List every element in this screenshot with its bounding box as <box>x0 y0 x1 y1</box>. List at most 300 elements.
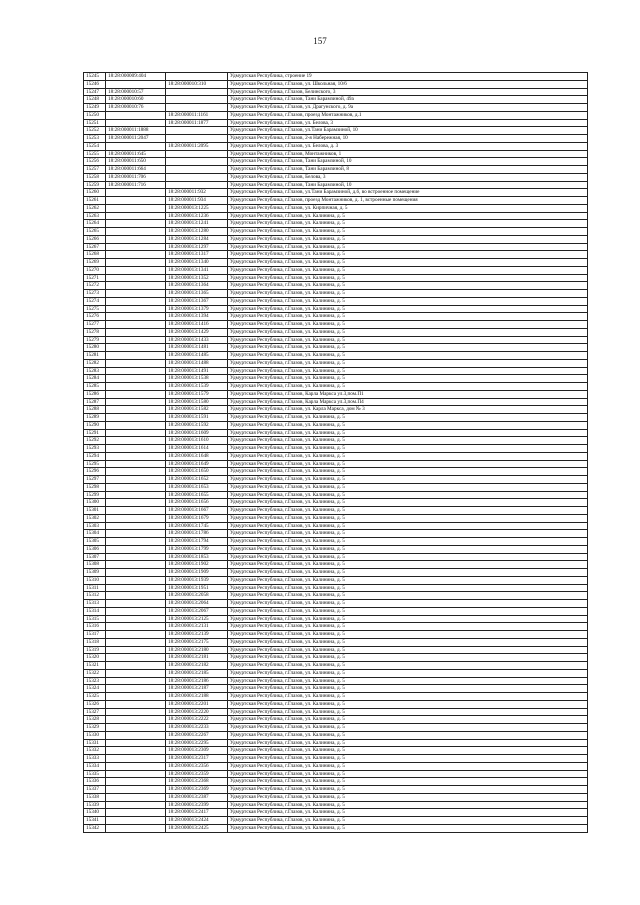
row-number-cell: 15308 <box>84 561 106 569</box>
cadastral-number-building-cell: 18:28:000013:1655 <box>166 491 228 499</box>
cadastral-number-building-cell: 18:28:000013:2131 <box>166 623 228 631</box>
address-cell: Удмуртская Республика, г.Глазов, ул. Калинина, д. 5 <box>228 708 588 716</box>
row-number-cell: 15306 <box>84 545 106 553</box>
table-row <box>84 514 588 522</box>
address-cell: Удмуртская Республика, г.Глазов, ул. Калинина, д. 5 <box>228 677 588 685</box>
row-number-cell: 15263 <box>84 212 106 220</box>
table-row <box>84 212 588 220</box>
address-cell: Удмуртская Республика, г.Глазов, ул. Калинина, д. 5 <box>228 437 588 445</box>
cadastral-number-building-cell: 18:28:000013:2267 <box>166 731 228 739</box>
address-cell: Удмуртская Республика, г.Глазов, ул. Калинина, д. 5 <box>228 367 588 375</box>
cadastral-number-cell <box>106 328 166 336</box>
table-row <box>84 778 588 786</box>
table-row <box>84 770 588 778</box>
address-cell: Удмуртская Республика, г.Глазов, ул. Калинина, д. 5 <box>228 662 588 670</box>
address-cell: Удмуртская Республика, г.Глазов, ул. Калинина, д. 5 <box>228 321 588 329</box>
table-row <box>84 693 588 701</box>
cadastral-number-building-cell: 18:28:000013:2187 <box>166 685 228 693</box>
cadastral-number-building-cell: 18:28:000013:1853 <box>166 553 228 561</box>
address-cell: Удмуртская Республика, г.Глазов, ул. Калинина, д. 5 <box>228 313 588 321</box>
cadastral-number-cell <box>106 576 166 584</box>
cadastral-number-cell <box>106 755 166 763</box>
cadastral-number-building-cell: 18:28:000013:2182 <box>166 662 228 670</box>
cadastral-number-building-cell: 18:28:000011:1877 <box>166 119 228 127</box>
cadastral-number-building-cell <box>166 127 228 135</box>
address-cell: Удмуртская Республика, г.Глазов, ул. Калинина, д. 5 <box>228 561 588 569</box>
cadastral-number-cell <box>106 778 166 786</box>
cadastral-number-building-cell: 18:28:000013:2368 <box>166 778 228 786</box>
table-row <box>84 499 588 507</box>
cadastral-number-cell <box>106 282 166 290</box>
address-cell: Удмуртская Республика, г.Глазов, ул. Калинина, д. 5 <box>228 569 588 577</box>
cadastral-number-building-cell: 18:28:000013:1485 <box>166 352 228 360</box>
cadastral-number-building-cell: 18:28:000013:1649 <box>166 460 228 468</box>
cadastral-number-building-cell: 18:28:000013:2185 <box>166 669 228 677</box>
cadastral-number-cell: 18:28:000009:404 <box>106 73 166 81</box>
row-number-cell: 15299 <box>84 491 106 499</box>
table-row <box>84 561 588 569</box>
cadastral-number-building-cell: 18:28:000013:1433 <box>166 336 228 344</box>
cadastral-number-cell <box>106 514 166 522</box>
address-cell: Удмуртская Республика, г.Глазов, ул. Калинина, д. 5 <box>228 553 588 561</box>
table-row <box>84 654 588 662</box>
address-cell: Удмуртская Республика, г.Глазов, ул. Калинина, д. 5 <box>228 778 588 786</box>
cadastral-number-cell <box>106 538 166 546</box>
address-cell: Удмуртская Республика, г.Глазов, ул. Калинина, д. 5 <box>228 817 588 825</box>
address-cell: Удмуртская Республика, г.Глазов, ул. Калинина, д. 5 <box>228 212 588 220</box>
address-cell: Удмуртская Республика, г.Глазов, ул. Калинина, д. 5 <box>228 809 588 817</box>
address-cell: Удмуртская Республика, г.Глазов, ул. Калинина, д. 5 <box>228 545 588 553</box>
cadastral-number-cell <box>106 770 166 778</box>
table-row <box>84 522 588 530</box>
cadastral-number-cell <box>106 824 166 832</box>
cadastral-number-cell <box>106 251 166 259</box>
cadastral-number-cell <box>106 483 166 491</box>
row-number-cell: 15247 <box>84 88 106 96</box>
table-row <box>84 437 588 445</box>
row-number-cell: 15261 <box>84 197 106 205</box>
table-row <box>84 104 588 112</box>
address-cell: Удмуртская Республика, г.Глазов, ул. Школьная, 10/6 <box>228 80 588 88</box>
address-cell: Удмуртская Республика, г.Глазов, ул. Драгунского, д. 9а <box>228 104 588 112</box>
cadastral-number-building-cell: 18:28:000013:2359 <box>166 770 228 778</box>
table-row <box>84 708 588 716</box>
row-number-cell: 15290 <box>84 421 106 429</box>
row-number-cell: 15252 <box>84 127 106 135</box>
address-cell: Удмуртская Республика, г.Глазов, ул. Калинина, д. 5 <box>228 762 588 770</box>
table-row <box>84 290 588 298</box>
table-row <box>84 824 588 832</box>
row-number-cell: 15307 <box>84 553 106 561</box>
cadastral-number-building-cell: 18:28:000013:1284 <box>166 235 228 243</box>
cadastral-number-cell <box>106 259 166 267</box>
cadastral-number-building-cell: 18:28:000013:1297 <box>166 243 228 251</box>
row-number-cell: 15303 <box>84 522 106 530</box>
cadastral-number-building-cell: 18:28:000013:1745 <box>166 522 228 530</box>
address-cell: Удмуртская Республика, г.Глазов, ул. Калинина, д. 5 <box>228 731 588 739</box>
row-number-cell: 15312 <box>84 592 106 600</box>
cadastral-number-cell <box>106 817 166 825</box>
row-number-cell: 15320 <box>84 654 106 662</box>
address-cell: Удмуртская Республика, г.Глазов, ул. Калинина, д. 5 <box>228 228 588 236</box>
table-row <box>84 189 588 197</box>
address-cell: Удмуртская Республика, г.Глазов, ул. Калинина, д. 5 <box>228 538 588 546</box>
cadastral-number-building-cell: 18:28:000013:1609 <box>166 429 228 437</box>
address-cell: Удмуртская Республика, г.Глазов, ул. Калинина, д. 5 <box>228 615 588 623</box>
cadastral-number-cell: 18:28:000011:716 <box>106 181 166 189</box>
cadastral-number-building-cell: 18:28:000013:1799 <box>166 545 228 553</box>
address-cell: Удмуртская Республика, г.Глазов, ул. Калинина, д. 5 <box>228 452 588 460</box>
cadastral-number-building-cell: 18:28:000013:2233 <box>166 724 228 732</box>
row-number-cell: 15257 <box>84 166 106 174</box>
row-number-cell: 15336 <box>84 778 106 786</box>
row-number-cell: 15325 <box>84 693 106 701</box>
row-number-cell: 15330 <box>84 731 106 739</box>
cadastral-number-building-cell: 18:28:000013:2186 <box>166 677 228 685</box>
table-row <box>84 739 588 747</box>
cadastral-number-building-cell: 18:28:000013:1364 <box>166 282 228 290</box>
address-cell: Удмуртская Республика, г.Глазов, проезд Монтажников, д. 1, встроенные помещения <box>228 197 588 205</box>
row-number-cell: 15339 <box>84 801 106 809</box>
address-cell: Удмуртская Республика, г.Глазов, Тани Барамзиной, 10 <box>228 181 588 189</box>
cadastral-number-building-cell: 18:28:000013:2424 <box>166 817 228 825</box>
row-number-cell: 15305 <box>84 538 106 546</box>
row-number-cell: 15260 <box>84 189 106 197</box>
cadastral-number-cell <box>106 266 166 274</box>
cadastral-number-building-cell <box>166 73 228 81</box>
address-cell: Удмуртская Республика, г.Глазов, ул. Калинина, д. 5 <box>228 592 588 600</box>
address-cell: Удмуртская Республика, г.Глазов, ул. Калинина, д. 5 <box>228 235 588 243</box>
cadastral-number-building-cell: 18:28:000013:2064 <box>166 600 228 608</box>
address-cell: Удмуртская Республика, г.Глазов, Монтажников, 1 <box>228 150 588 158</box>
address-cell: Удмуртская Республика, г.Глазов, ул. Калинина, д. 5 <box>228 755 588 763</box>
table-row <box>84 204 588 212</box>
cadastral-number-building-cell <box>166 104 228 112</box>
address-cell: Удмуртская Республика, г.Глазов, ул. Калинина, д. 5 <box>228 476 588 484</box>
table-row <box>84 468 588 476</box>
cadastral-number-building-cell: 18:28:000013:1241 <box>166 220 228 228</box>
cadastral-number-cell <box>106 677 166 685</box>
cadastral-number-cell <box>106 491 166 499</box>
address-cell: Удмуртская Республика, г.Глазов, ул. Калинина, д. 5 <box>228 600 588 608</box>
cadastral-number-cell <box>106 212 166 220</box>
address-cell: Удмуртская Республика, г.Глазов, ул. Калинина, д. 5 <box>228 747 588 755</box>
row-number-cell: 15322 <box>84 669 106 677</box>
table-row <box>84 166 588 174</box>
cadastral-number-building-cell: 18:28:000013:2139 <box>166 631 228 639</box>
table-row <box>84 786 588 794</box>
cadastral-number-cell <box>106 716 166 724</box>
cadastral-number-building-cell: 18:28:000013:1786 <box>166 530 228 538</box>
cadastral-number-cell <box>106 421 166 429</box>
cadastral-number-building-cell: 18:28:000011:932 <box>166 189 228 197</box>
cadastral-number-building-cell: 18:28:000013:1591 <box>166 414 228 422</box>
cadastral-number-building-cell: 18:28:000013:2417 <box>166 809 228 817</box>
cadastral-number-building-cell: 18:28:000013:2201 <box>166 700 228 708</box>
address-cell: Удмуртская Республика, г.Глазов, ул. Калинина, д. 5 <box>228 623 588 631</box>
cadastral-number-cell <box>106 445 166 453</box>
table-row <box>84 700 588 708</box>
table-row <box>84 809 588 817</box>
table-row <box>84 336 588 344</box>
cadastral-number-building-cell: 18:28:000013:1582 <box>166 406 228 414</box>
cadastral-number-cell <box>106 321 166 329</box>
cadastral-number-cell <box>106 80 166 88</box>
address-cell: Удмуртская Республика, г.Глазов, ул. Калинина, д. 5 <box>228 375 588 383</box>
cadastral-number-cell <box>106 367 166 375</box>
cadastral-number-cell <box>106 530 166 538</box>
cadastral-number-cell <box>106 731 166 739</box>
table-row <box>84 669 588 677</box>
table-row <box>84 716 588 724</box>
row-number-cell: 15248 <box>84 96 106 104</box>
table-row <box>84 452 588 460</box>
cadastral-number-building-cell <box>166 96 228 104</box>
table-row <box>84 383 588 391</box>
cadastral-number-cell <box>106 313 166 321</box>
address-cell: Удмуртская Республика, г.Глазов, ул. Калинина, д. 5 <box>228 700 588 708</box>
address-cell: Удмуртская Республика, г.Глазов, ул. Калинина, д. 5 <box>228 274 588 282</box>
cadastral-number-cell <box>106 747 166 755</box>
cadastral-number-building-cell: 18:28:000013:2387 <box>166 793 228 801</box>
row-number-cell: 15285 <box>84 383 106 391</box>
cadastral-number-building-cell: 18:28:000013:1939 <box>166 576 228 584</box>
row-number-cell: 15296 <box>84 468 106 476</box>
row-number-cell: 15276 <box>84 313 106 321</box>
row-number-cell: 15258 <box>84 173 106 181</box>
row-number-cell: 15323 <box>84 677 106 685</box>
cadastral-number-cell: 18:28:000011:664 <box>106 166 166 174</box>
cadastral-number-building-cell: 18:28:000013:1902 <box>166 561 228 569</box>
row-number-cell: 15292 <box>84 437 106 445</box>
cadastral-number-cell <box>106 631 166 639</box>
cadastral-number-building-cell: 18:28:000013:2181 <box>166 654 228 662</box>
cadastral-number-cell <box>106 290 166 298</box>
row-number-cell: 15277 <box>84 321 106 329</box>
cadastral-number-building-cell: 18:28:000013:1352 <box>166 274 228 282</box>
row-number-cell: 15326 <box>84 700 106 708</box>
address-cell: Удмуртская Республика, г.Глазов, ул. Калинина, д. 5 <box>228 786 588 794</box>
cadastral-number-building-cell: 18:28:000013:2067 <box>166 607 228 615</box>
cadastral-number-cell <box>106 569 166 577</box>
address-cell: Удмуртская Республика, г.Глазов, ул. Калинина, д. 5 <box>228 638 588 646</box>
table-row <box>84 623 588 631</box>
row-number-cell: 15291 <box>84 429 106 437</box>
row-number-cell: 15250 <box>84 111 106 119</box>
cadastral-number-cell <box>106 592 166 600</box>
row-number-cell: 15327 <box>84 708 106 716</box>
address-cell: Удмуртская Республика, г.Глазов, ул. Калинина, д. 5 <box>228 468 588 476</box>
cadastral-number-cell <box>106 522 166 530</box>
table-row <box>84 297 588 305</box>
cadastral-number-building-cell: 18:28:000013:2425 <box>166 824 228 832</box>
cadastral-number-cell <box>106 243 166 251</box>
row-number-cell: 15254 <box>84 142 106 150</box>
table-row <box>84 150 588 158</box>
cadastral-number-cell <box>106 336 166 344</box>
address-cell: Удмуртская Республика, г.Глазов, ул. Калинина, д. 5 <box>228 243 588 251</box>
table-row <box>84 662 588 670</box>
address-cell: Удмуртская Республика, г.Глазов, ул. Калинина, д. 5 <box>228 251 588 259</box>
address-cell: Удмуртская Республика, г.Глазов, ул. Калинина, д. 5 <box>228 739 588 747</box>
table-row <box>84 88 588 96</box>
row-number-cell: 15272 <box>84 282 106 290</box>
cadastral-number-cell <box>106 786 166 794</box>
cadastral-number-building-cell: 18:28:000013:1416 <box>166 321 228 329</box>
row-number-cell: 15319 <box>84 646 106 654</box>
cadastral-number-cell <box>106 344 166 352</box>
cadastral-number-cell: 18:28:000011:645 <box>106 150 166 158</box>
address-cell: Удмуртская Республика, г.Глазов, ул. Калинина, д. 5 <box>228 499 588 507</box>
row-number-cell: 15268 <box>84 251 106 259</box>
row-number-cell: 15341 <box>84 817 106 825</box>
row-number-cell: 15287 <box>84 398 106 406</box>
cadastral-number-cell <box>106 197 166 205</box>
cadastral-number-cell <box>106 638 166 646</box>
address-cell: Удмуртская Республика, г.Глазов, ул. Калинина, д. 5 <box>228 220 588 228</box>
cadastral-number-building-cell <box>166 158 228 166</box>
table-row <box>84 646 588 654</box>
table-row <box>84 305 588 313</box>
table-row <box>84 127 588 135</box>
table-row <box>84 638 588 646</box>
row-number-cell: 15266 <box>84 235 106 243</box>
cadastral-number-cell <box>106 189 166 197</box>
table-row <box>84 142 588 150</box>
row-number-cell: 15298 <box>84 483 106 491</box>
table-row <box>84 173 588 181</box>
address-cell: Удмуртская Республика, г.Глазов, 2-я Набережная, 10 <box>228 135 588 143</box>
cadastral-number-building-cell: 18:28:000013:1367 <box>166 297 228 305</box>
address-cell: Удмуртская Республика, г.Глазов, ул. Калинина, д. 5 <box>228 770 588 778</box>
cadastral-number-cell <box>106 414 166 422</box>
cadastral-number-building-cell: 18:28:000013:1610 <box>166 437 228 445</box>
row-number-cell: 15275 <box>84 305 106 313</box>
table-row <box>84 313 588 321</box>
cadastral-number-building-cell: 18:28:000013:1580 <box>166 398 228 406</box>
address-cell: Удмуртская Республика, г.Глазов, ул. Калинина, д. 5 <box>228 305 588 313</box>
row-number-cell: 15269 <box>84 259 106 267</box>
cadastral-number-building-cell: 18:28:000013:2295 <box>166 739 228 747</box>
row-number-cell: 15251 <box>84 119 106 127</box>
row-number-cell: 15337 <box>84 786 106 794</box>
row-number-cell: 15280 <box>84 344 106 352</box>
row-number-cell: 15265 <box>84 228 106 236</box>
row-number-cell: 15270 <box>84 266 106 274</box>
row-number-cell: 15295 <box>84 460 106 468</box>
row-number-cell: 15301 <box>84 507 106 515</box>
cadastral-number-building-cell: 18:28:000013:1794 <box>166 538 228 546</box>
cadastral-number-cell <box>106 359 166 367</box>
row-number-cell: 15333 <box>84 755 106 763</box>
table-row <box>84 483 588 491</box>
table-row <box>84 421 588 429</box>
row-number-cell: 15329 <box>84 724 106 732</box>
cadastral-number-cell <box>106 220 166 228</box>
table-row <box>84 817 588 825</box>
row-number-cell: 15294 <box>84 452 106 460</box>
row-number-cell: 15316 <box>84 623 106 631</box>
cadastral-number-building-cell <box>166 135 228 143</box>
table-row <box>84 266 588 274</box>
cadastral-number-building-cell: 18:28:000011:1161 <box>166 111 228 119</box>
cadastral-number-building-cell: 18:28:000013:1365 <box>166 290 228 298</box>
table-row <box>84 96 588 104</box>
address-cell: Удмуртская Республика, г.Глазов, ул. Калинина, д. 5 <box>228 336 588 344</box>
row-number-cell: 15310 <box>84 576 106 584</box>
address-cell: Удмуртская Республика, г.Глазов, ул. Калинина, д. 5 <box>228 445 588 453</box>
row-number-cell: 15256 <box>84 158 106 166</box>
row-number-cell: 15335 <box>84 770 106 778</box>
table-row <box>84 158 588 166</box>
address-cell: Удмуртская Республика, г.Глазов, Карла Маркса ул.3,пом.П1 <box>228 390 588 398</box>
table-row <box>84 600 588 608</box>
table-row <box>84 584 588 592</box>
cadastral-number-cell: 18:28:000011:1888 <box>106 127 166 135</box>
cadastral-number-cell <box>106 669 166 677</box>
address-cell: Удмуртская Республика, г.Глазов, ул. Калинина, д. 5 <box>228 290 588 298</box>
table-row <box>84 747 588 755</box>
table-row <box>84 135 588 143</box>
row-number-cell: 15283 <box>84 367 106 375</box>
cadastral-number-building-cell <box>166 88 228 96</box>
row-number-cell: 15317 <box>84 631 106 639</box>
row-number-cell: 15281 <box>84 352 106 360</box>
cadastral-number-cell <box>106 142 166 150</box>
cadastral-number-cell: 18:28:000010:57 <box>106 88 166 96</box>
cadastral-number-building-cell: 18:28:000013:2125 <box>166 615 228 623</box>
table-row <box>84 615 588 623</box>
table-row <box>84 406 588 414</box>
cadastral-number-cell: 18:28:000011:650 <box>106 158 166 166</box>
row-number-cell: 15293 <box>84 445 106 453</box>
address-cell: Удмуртская Республика, г.Глазов, ул. Калинина, д. 5 <box>228 669 588 677</box>
cadastral-number-cell <box>106 429 166 437</box>
table-row <box>84 390 588 398</box>
cadastral-number-building-cell: 18:28:000011:934 <box>166 197 228 205</box>
row-number-cell: 15255 <box>84 150 106 158</box>
cadastral-number-building-cell <box>166 150 228 158</box>
table-row <box>84 476 588 484</box>
table-row <box>84 530 588 538</box>
row-number-cell: 15264 <box>84 220 106 228</box>
table-row <box>84 111 588 119</box>
table-row <box>84 243 588 251</box>
cadastral-number-cell <box>106 724 166 732</box>
cadastral-number-building-cell: 18:28:000013:1648 <box>166 452 228 460</box>
register-table <box>83 72 588 833</box>
cadastral-number-building-cell: 18:28:000013:2180 <box>166 646 228 654</box>
row-number-cell: 15259 <box>84 181 106 189</box>
table-row <box>84 569 588 577</box>
address-cell: Удмуртская Республика, г.Глазов, ул. Калинина, д. 5 <box>228 259 588 267</box>
address-cell: Удмуртская Республика, г.Глазов, ул. Карла Маркса, дом № 3 <box>228 406 588 414</box>
cadastral-number-cell: 18:28:000011:2047 <box>106 135 166 143</box>
address-cell: Удмуртская Республика, г.Глазов, ул. Калинина, д. 5 <box>228 793 588 801</box>
cadastral-number-building-cell: 18:28:000013:1592 <box>166 421 228 429</box>
row-number-cell: 15313 <box>84 600 106 608</box>
cadastral-number-building-cell: 18:28:000013:2188 <box>166 693 228 701</box>
cadastral-number-building-cell: 18:28:000013:1340 <box>166 259 228 267</box>
address-cell: Удмуртская Республика, г.Глазов, ул. Калинина, д. 5 <box>228 522 588 530</box>
cadastral-number-cell <box>106 739 166 747</box>
cadastral-number-building-cell <box>166 166 228 174</box>
cadastral-number-building-cell: 18:28:000011:2095 <box>166 142 228 150</box>
cadastral-number-building-cell: 18:28:000013:1656 <box>166 499 228 507</box>
address-cell: Удмуртская Республика, г.Глазов, ул. Калинина, д. 5 <box>228 584 588 592</box>
address-cell: Удмуртская Республика, г.Глазов, ул. Калинина, д. 5 <box>228 266 588 274</box>
cadastral-number-cell <box>106 600 166 608</box>
